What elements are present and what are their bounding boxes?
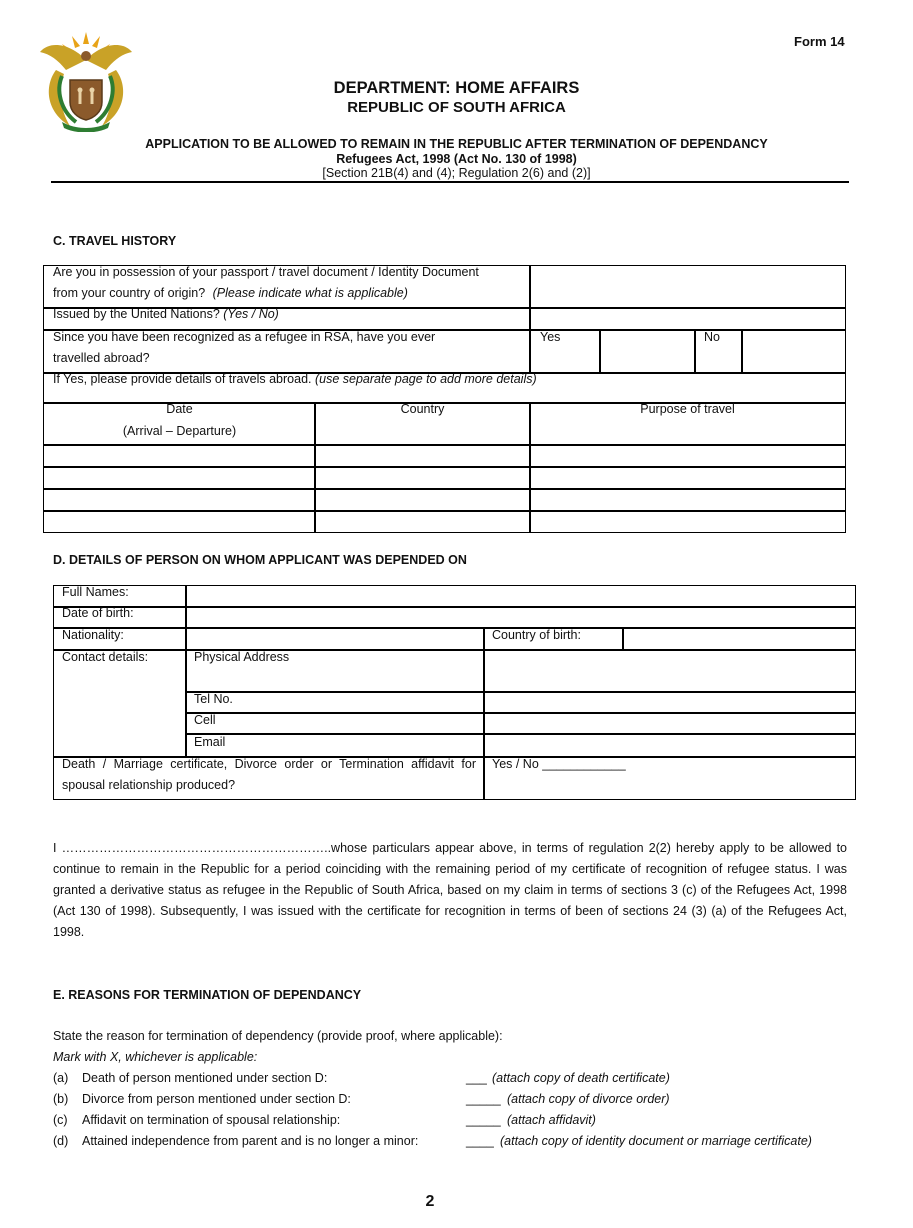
country-title: REPUBLIC OF SOUTH AFRICA bbox=[347, 99, 566, 116]
travel-row-2-date[interactable] bbox=[43, 466, 316, 490]
act-reference: Refugees Act, 1998 (Act No. 130 of 1998) bbox=[336, 152, 577, 166]
section-e-heading: E. REASONS FOR TERMINATION OF DEPENDANCY bbox=[53, 988, 362, 1002]
certificate-yes-no: Yes / No ____________ bbox=[492, 757, 626, 771]
reason-a-note: (attach copy of death certificate) bbox=[492, 1071, 670, 1085]
cell-label-cell bbox=[185, 712, 485, 735]
reason-c-note: (attach affidavit) bbox=[507, 1113, 596, 1127]
reason-d-mark[interactable]: ____ bbox=[466, 1134, 494, 1148]
certificate-question-line1: Death / Marriage certificate, Divorce order or Termination affidavit for bbox=[62, 757, 476, 771]
physical-address-field[interactable] bbox=[483, 649, 856, 693]
reason-c-mark[interactable]: _____ bbox=[466, 1113, 501, 1127]
termination-instruction: State the reason for termination of dependency (provide proof, where applicable): bbox=[53, 1029, 503, 1043]
travel-yes-label: Yes bbox=[540, 330, 561, 344]
email-label: Email bbox=[194, 735, 226, 749]
tel-label: Tel No. bbox=[194, 692, 233, 706]
travel-row-2-country[interactable] bbox=[314, 466, 531, 490]
travel-no-label: No bbox=[704, 330, 720, 344]
un-question-text: Issued by the United Nations? bbox=[53, 307, 220, 321]
department-title: DEPARTMENT: HOME AFFAIRS bbox=[333, 79, 580, 97]
full-names-field[interactable] bbox=[185, 585, 856, 608]
country-of-birth-label: Country of birth: bbox=[492, 628, 581, 642]
un-answer-field[interactable] bbox=[529, 307, 846, 331]
section-d-heading: D. DETAILS OF PERSON ON WHOM APPLICANT WAS DEPENDED ON bbox=[53, 553, 467, 567]
travel-details-note: (use separate page to add more details) bbox=[314, 372, 537, 386]
passport-question-text: from your country of origin? bbox=[53, 286, 206, 300]
page-number: 2 bbox=[425, 1193, 435, 1210]
certificate-question-line2: spousal relationship produced? bbox=[62, 778, 236, 792]
mark-note: Mark with X, whichever is applicable: bbox=[53, 1050, 258, 1064]
travel-row-3-country[interactable] bbox=[314, 488, 531, 512]
col-purpose-label: Purpose of travel bbox=[640, 402, 735, 416]
reason-a-mark[interactable]: ___ bbox=[466, 1071, 487, 1085]
travel-row-1-purpose[interactable] bbox=[529, 444, 846, 468]
reason-d-letter: (d) bbox=[53, 1134, 69, 1148]
physical-address-label: Physical Address bbox=[194, 650, 290, 664]
travel-no-field[interactable] bbox=[741, 329, 846, 374]
form-number: Form 14 bbox=[794, 34, 845, 49]
un-question-note: (Yes / No) bbox=[223, 307, 279, 321]
contact-label: Contact details: bbox=[62, 650, 149, 664]
travel-row-4-country[interactable] bbox=[314, 510, 531, 533]
col-date-sublabel: (Arrival – Departure) bbox=[122, 424, 237, 438]
section-reference: [Section 21B(4) and (4); Regulation 2(6) and (2)] bbox=[322, 166, 591, 180]
travel-row-1-date[interactable] bbox=[43, 444, 316, 468]
reason-a-letter: (a) bbox=[53, 1071, 69, 1085]
nationality-label: Nationality: bbox=[62, 628, 124, 642]
travel-row-4-date[interactable] bbox=[43, 510, 316, 533]
declaration-paragraph: I ………………………………………………………..whose particulars appear above, in terms of regulation 2(2) hereby apply to be allowed to continue to remain in the Republic for a period coinciding with the remaining period of my certificate of recognition of refugee status. I was granted a derivative status as refugee in the Republic of South Africa, based on my claim in terms of sections 3 (c) of the Refugees Act, 1998 (Act 130 of 1998). Subsequently, I was issued with the certificate for recognition in terms of been of sections 24 (3) (a) of the Refugees Act, 1998. bbox=[53, 841, 847, 939]
passport-question-line2 bbox=[53, 283, 408, 304]
reason-c-letter: (c) bbox=[53, 1113, 68, 1127]
reason-b-note: (attach copy of divorce order) bbox=[507, 1092, 670, 1106]
cell-field[interactable] bbox=[483, 712, 856, 735]
col-date-label: Date bbox=[166, 402, 193, 416]
application-title: APPLICATION TO BE ALLOWED TO REMAIN IN THE REPUBLIC AFTER TERMINATION OF DEPENDANCY bbox=[145, 137, 768, 151]
travel-row-1-country[interactable] bbox=[314, 444, 531, 468]
section-c-heading: C. TRAVEL HISTORY bbox=[53, 234, 177, 248]
travel-yes-field[interactable] bbox=[599, 329, 696, 374]
reason-b-mark[interactable]: _____ bbox=[466, 1092, 501, 1106]
un-question bbox=[53, 304, 279, 325]
travel-row-3-date[interactable] bbox=[43, 488, 316, 512]
reason-d-text: Attained independence from parent and is no longer a minor: bbox=[82, 1134, 419, 1148]
reason-d-note: (attach copy of identity document or marriage certificate) bbox=[500, 1134, 812, 1148]
cell-label: Cell bbox=[194, 713, 216, 727]
col-country-label: Country bbox=[400, 402, 445, 416]
reason-b-letter: (b) bbox=[53, 1092, 69, 1106]
travel-question-line1: Since you have been recognized as a refugee in RSA, have you ever bbox=[53, 330, 436, 344]
travel-question-line2: travelled abroad? bbox=[53, 351, 150, 365]
passport-question-note: (Please indicate what is applicable) bbox=[212, 286, 408, 300]
travel-row-2-purpose[interactable] bbox=[529, 466, 846, 490]
travel-row-4-purpose[interactable] bbox=[529, 510, 846, 533]
travel-details-text: If Yes, please provide details of travels abroad. bbox=[53, 372, 312, 386]
reason-c-text: Affidavit on termination of spousal relationship: bbox=[82, 1113, 341, 1127]
country-of-birth-field[interactable] bbox=[622, 627, 856, 651]
travel-row-3-purpose[interactable] bbox=[529, 488, 846, 512]
passport-answer-field[interactable] bbox=[529, 265, 846, 309]
dob-label: Date of birth: bbox=[62, 606, 134, 620]
reason-b-text: Divorce from person mentioned under section D: bbox=[82, 1092, 351, 1106]
passport-question-line1: Are you in possession of your passport / travel document / Identity Document bbox=[53, 265, 479, 279]
header-divider bbox=[51, 181, 849, 183]
reason-a-text: Death of person mentioned under section D: bbox=[82, 1071, 328, 1085]
full-names-label: Full Names: bbox=[62, 585, 129, 599]
travel-details-label bbox=[53, 369, 537, 390]
tel-field[interactable] bbox=[483, 691, 856, 714]
